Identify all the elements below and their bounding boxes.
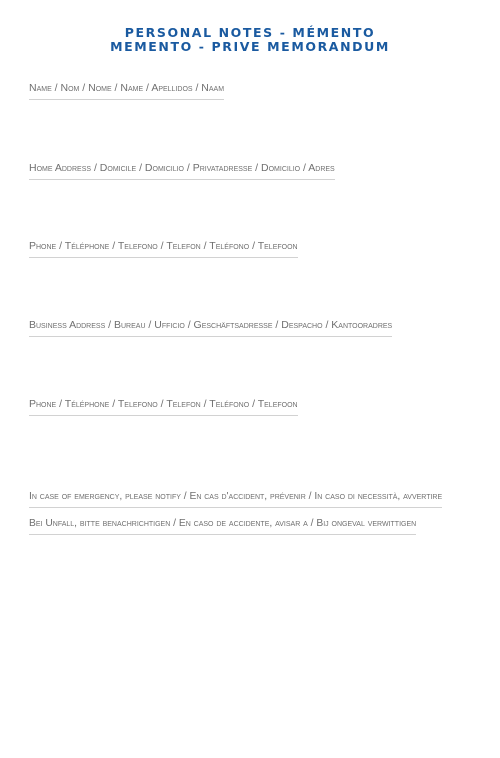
business-address-field[interactable]: Business Address / Bureau / Ufficio / Geschäftsadresse / Despacho / Kantooradres — [29, 319, 392, 337]
phone-field[interactable]: Phone / Téléphone / Telefono / Telefon / Teléfono / Telefoon — [29, 240, 298, 258]
emergency-contact-field[interactable]: In case of emergency, please notify / En cas d'accident, prévenir / In caso di necessità, avvertire — [29, 490, 442, 508]
emergency-contact-field-2[interactable]: Bei Unfall, bitte benachrichtigen / En caso de accidente, avisar a / Bij ongeval verwittigen — [29, 517, 416, 535]
business-phone-field[interactable]: Phone / Téléphone / Telefono / Telefon / Teléfono / Telefoon — [29, 398, 298, 416]
title-line-2: MEMENTO - PRIVE MEMORANDUM — [110, 39, 390, 54]
title-line-1: PERSONAL NOTES - MÉMENTO — [124, 25, 376, 40]
name-field[interactable]: Name / Nom / Nome / Name / Apellidos / Naam — [29, 82, 224, 100]
home-address-field[interactable]: Home Address / Domicile / Domicilio / Privatadresse / Domicilio / Adres — [29, 162, 335, 180]
